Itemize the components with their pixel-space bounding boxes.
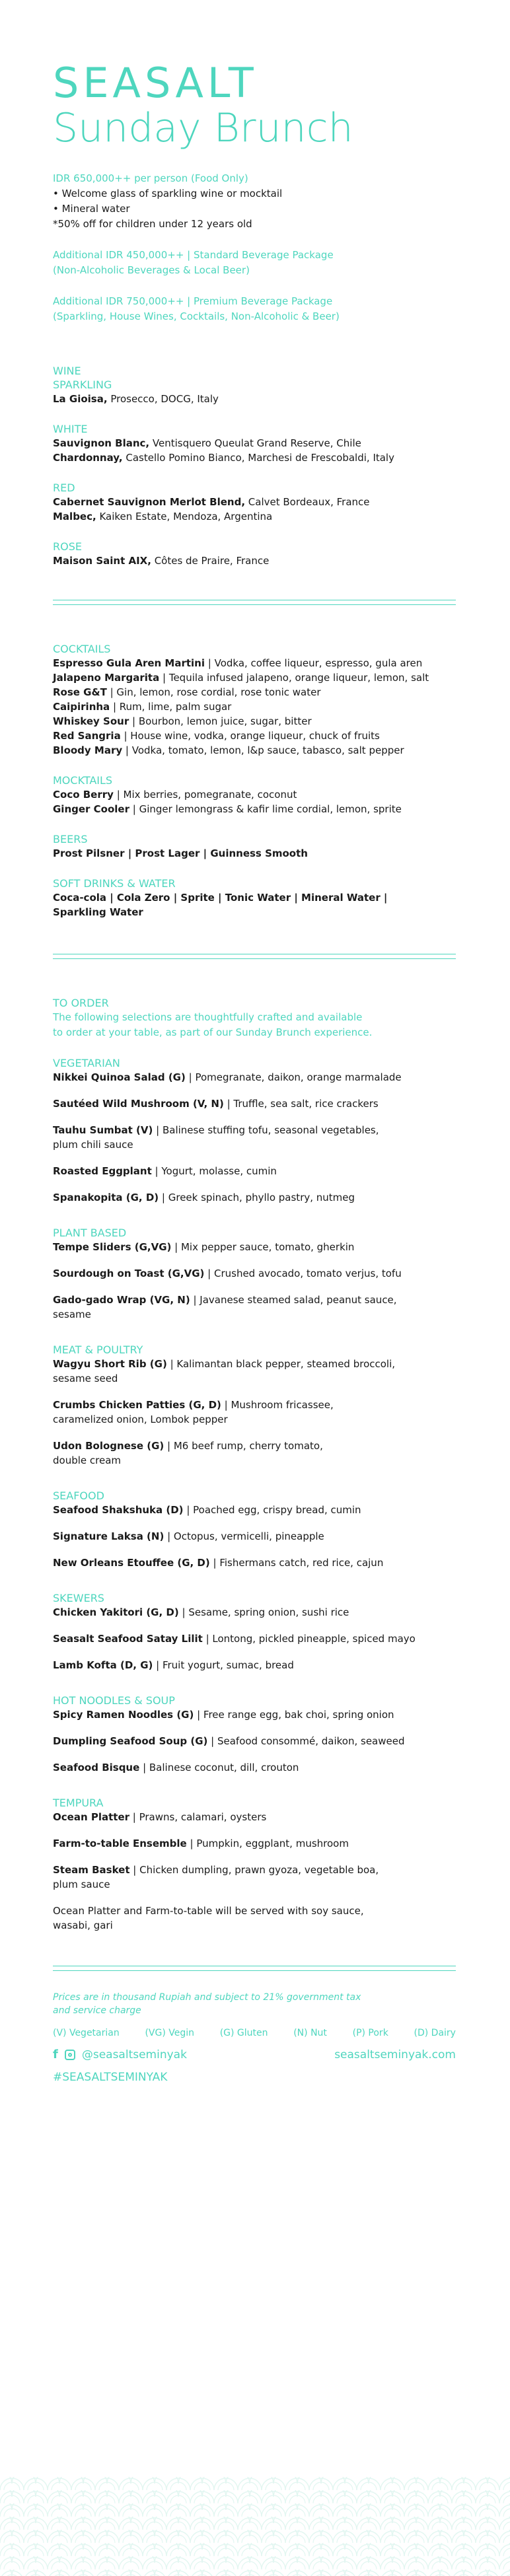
tempura-heading: TEMPURA <box>53 1797 104 1809</box>
beers-list: Prost Pilsner | Prost Lager | Guinness Smooth <box>53 847 308 859</box>
section-divider <box>53 1966 456 1971</box>
mocktail-item: Coco Berry | Mix berries, pomegranate, coconut <box>53 789 297 801</box>
children-note: *50% off for children under 12 years old <box>53 218 252 230</box>
menu-item: Nikkei Quinoa Salad (G) | Pomegranate, daikon, orange marmalade <box>53 1071 402 1083</box>
wine-item: Cabernet Sauvignon Merlot Blend, Calvet Bordeaux, France <box>53 496 370 508</box>
seafood-heading: SEAFOOD <box>53 1489 104 1502</box>
menu-item: Spanakopita (G, D) | Greek spinach, phyllo pastry, nutmeg <box>53 1192 355 1203</box>
wave-pattern-decoration <box>0 2477 510 2576</box>
price-line: IDR 650,000++ per person (Food Only) <box>53 172 248 184</box>
tempura-note: wasabi, gari <box>53 1919 113 1931</box>
menu-page <box>53 59 456 2084</box>
inclusion-item: • Welcome glass of sparkling wine or mocktail <box>53 188 283 199</box>
menu-item: Steam Basket | Chicken dumpling, prawn gyoza, vegetable boa, plum sauce <box>53 1864 379 1890</box>
rose-heading: ROSE <box>53 540 82 553</box>
menu-item: Wagyu Short Rib (G) | Kalimantan black pepper, steamed broccoli, sesame seed <box>53 1358 396 1384</box>
legend-item: (V) Vegetarian <box>53 2028 120 2038</box>
soft-drinks-heading: SOFT DRINKS & WATER <box>53 877 176 890</box>
soft-drinks-list: Coca-cola | Cola Zero | Sprite | Tonic Water | Mineral Water | <box>53 892 388 904</box>
menu-item: Dumpling Seafood Soup (G) | Seafood consommé, daikon, seaweed <box>53 1735 405 1747</box>
noodles-soup-heading: HOT NOODLES & SOUP <box>53 1694 175 1707</box>
menu-item: Signature Laksa (N) | Octopus, vermicelli, pineapple <box>53 1530 324 1542</box>
wine-item: Sauvignon Blanc, Ventisquero Queulat Grand Reserve, Chile <box>53 437 361 449</box>
menu-item: Spicy Ramen Noodles (G) | Free range egg, bak choi, spring onion <box>53 1709 394 1721</box>
section-divider <box>53 954 456 959</box>
wine-item: Malbec, Kaiken Estate, Mendoza, Argentina <box>53 511 273 522</box>
legend-item: (VG) Vegin <box>145 2028 194 2038</box>
legend-item: (G) Gluten <box>219 2028 268 2038</box>
mocktail-item: Ginger Cooler | Ginger lemongrass & kafir lime cordial, lemon, sprite <box>53 803 402 815</box>
to-order-heading: TO ORDER <box>53 997 109 1009</box>
facebook-icon[interactable]: f <box>53 2048 58 2061</box>
white-heading: WHITE <box>53 423 88 435</box>
social-handle[interactable]: @seasaltseminyak <box>81 2048 187 2061</box>
wine-heading: WINE <box>53 365 81 377</box>
menu-item: Chicken Yakitori (G, D) | Sesame, spring onion, sushi rice <box>53 1606 349 1618</box>
cocktail-item: Red Sangria | House wine, vodka, orange liqueur, chuck of fruits <box>53 730 380 742</box>
standard-package: Additional IDR 450,000++ | Standard Beverage Package <box>53 249 334 261</box>
skewers-heading: SKEWERS <box>53 1592 104 1604</box>
tax-note: Prices are in thousand Rupiah and subject to 21% government tax <box>53 1992 361 2003</box>
menu-item: Seasalt Seafood Satay Lilit | Lontong, pickled pineapple, spiced mayo <box>53 1633 416 1645</box>
cocktail-item: Whiskey Sour | Bourbon, lemon juice, sugar, bitter <box>53 715 312 727</box>
menu-item: Tempe Sliders (G,VG) | Mix pepper sauce, tomato, gherkin <box>53 1241 355 1253</box>
inclusion-item: • Mineral water <box>53 203 130 215</box>
cocktail-item: Rose G&T | Gin, lemon, rose cordial, rose tonic water <box>53 686 321 698</box>
menu-item: Crumbs Chicken Patties (G, D) | Mushroom fricassee, caramelized onion, Lombok pepper <box>53 1399 334 1425</box>
website-link[interactable]: seasaltseminyak.com <box>334 2048 456 2061</box>
cocktail-item: Caipirinha | Rum, lime, palm sugar <box>53 701 232 713</box>
menu-item: Ocean Platter | Prawns, calamari, oysters <box>53 1811 267 1823</box>
section-divider <box>53 600 456 605</box>
wine-item: Maison Saint AIX, Côtes de Praire, France <box>53 555 270 567</box>
vegetarian-heading: VEGETARIAN <box>53 1057 120 1069</box>
tax-note: and service charge <box>53 2005 141 2016</box>
menu-item: Sautéed Wild Mushroom (V, N) | Truffle, sea salt, rice crackers <box>53 1098 379 1110</box>
legend-item: (D) Dairy <box>414 2028 456 2038</box>
sparkling-heading: SPARKLING <box>53 378 112 391</box>
to-order-note: The following selections are thoughtfully crafted and available <box>53 1011 363 1023</box>
menu-item: Lamb Kofta (D, G) | Fruit yogurt, sumac, bread <box>53 1659 294 1671</box>
red-heading: RED <box>53 482 75 494</box>
page-title: Sunday Brunch <box>53 105 353 151</box>
wine-item: La Gioisa, Prosecco, DOCG, Italy <box>53 393 219 405</box>
menu-item: Gado-gado Wrap (VG, N) | Javanese steamed salad, peanut sauce, sesame <box>53 1294 397 1320</box>
mocktails-heading: MOCKTAILS <box>53 774 113 787</box>
social-row <box>53 2048 456 2061</box>
tempura-note: Ocean Platter and Farm-to-table will be served with soy sauce, <box>53 1905 364 1917</box>
instagram-icon[interactable] <box>65 2050 75 2060</box>
wine-item: Chardonnay, Castello Pomino Bianco, Marchesi de Frescobaldi, Italy <box>53 452 394 464</box>
menu-item: Udon Bolognese (G) | M6 beef rump, cherry tomato, double cream <box>53 1440 323 1466</box>
legend-item: (N) Nut <box>293 2028 327 2038</box>
menu-item: New Orleans Etouffee (G, D) | Fishermans catch, red rice, cajun <box>53 1557 384 1569</box>
cocktails-heading: COCKTAILS <box>53 643 111 655</box>
beers-heading: BEERS <box>53 833 88 845</box>
plant-based-heading: PLANT BASED <box>53 1227 127 1239</box>
meat-poultry-heading: MEAT & POULTRY <box>53 1343 143 1356</box>
standard-package-detail: (Non-Alcoholic Beverages & Local Beer) <box>53 264 250 276</box>
cocktail-item: Jalapeno Margarita | Tequila infused jalapeno, orange liqueur, lemon, salt <box>53 672 429 684</box>
menu-item: Tauhu Sumbat (V) | Balinese stuffing tofu, seasonal vegetables, plum chili sauce <box>53 1124 379 1151</box>
hashtag: #SEASALTSEMINYAK <box>53 2071 168 2084</box>
menu-item: Roasted Eggplant | Yogurt, molasse, cumin <box>53 1165 277 1177</box>
brand-logo: SEASALT <box>53 59 258 107</box>
menu-item: Seafood Shakshuka (D) | Poached egg, crispy bread, cumin <box>53 1504 361 1516</box>
cocktail-item: Bloody Mary | Vodka, tomato, lemon, l&p sauce, tabasco, salt pepper <box>53 744 404 756</box>
dietary-legend <box>53 2028 456 2038</box>
menu-item: Farm-to-table Ensemble | Pumpkin, eggplant, mushroom <box>53 1838 349 1849</box>
premium-package: Additional IDR 750,000++ | Premium Beverage Package <box>53 295 333 307</box>
legend-item: (P) Pork <box>352 2028 388 2038</box>
to-order-note: to order at your table, as part of our Sunday Brunch experience. <box>53 1026 373 1038</box>
menu-item: Sourdough on Toast (G,VG) | Crushed avocado, tomato verjus, tofu <box>53 1268 402 1279</box>
menu-item: Seafood Bisque | Balinese coconut, dill, crouton <box>53 1762 299 1773</box>
cocktail-item: Espresso Gula Aren Martini | Vodka, coffee liqueur, espresso, gula aren <box>53 657 423 669</box>
soft-drinks-list: Sparkling Water <box>53 906 143 918</box>
premium-package-detail: (Sparkling, House Wines, Cocktails, Non-Alcoholic & Beer) <box>53 310 340 322</box>
